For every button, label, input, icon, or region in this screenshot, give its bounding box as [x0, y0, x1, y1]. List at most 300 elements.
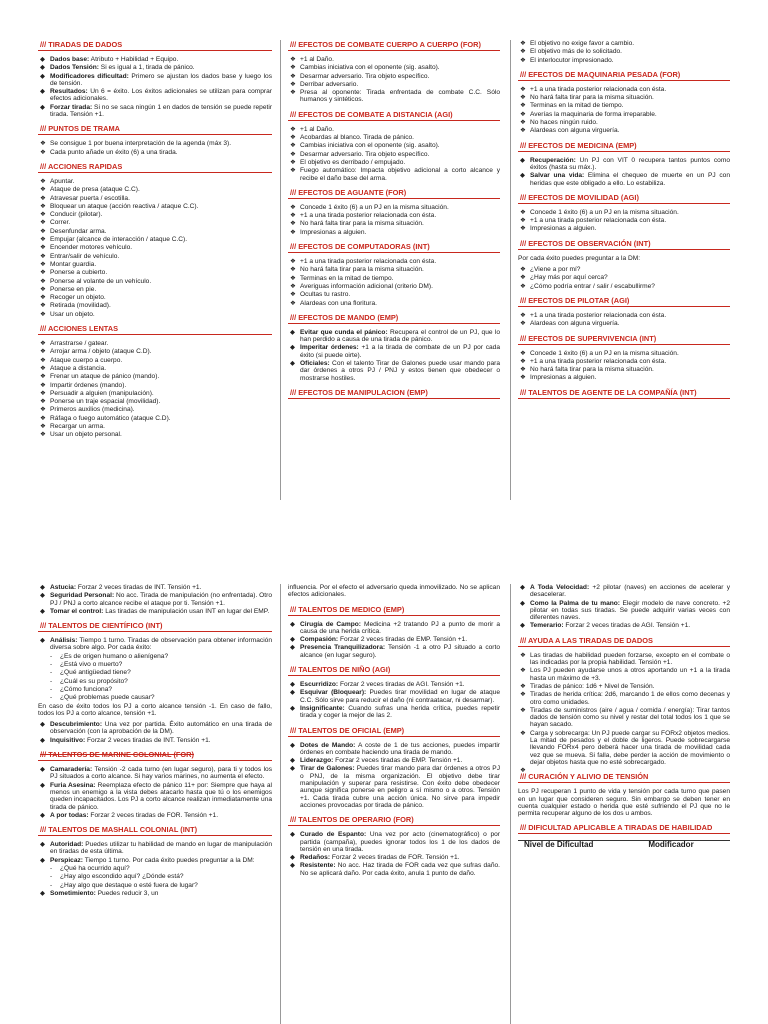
- section: [288, 605, 500, 659]
- item-text: ¿Hay más por aquí cerca?: [530, 274, 608, 282]
- list-item: [38, 302, 272, 309]
- section-title: /// EFECTOS DE SUPERVIVENCIA (INT): [518, 334, 730, 345]
- section-title: /// TALENTOS DE OPERARIO (FOR): [288, 815, 500, 826]
- clover-bullet-icon: ❖: [40, 177, 46, 185]
- item-text: Averías la maquinaria de forma irreparable.: [530, 110, 657, 118]
- list-item: [288, 757, 500, 764]
- item-text: Apuntar.: [50, 177, 75, 185]
- list-item: [288, 56, 500, 63]
- list-item: [38, 261, 272, 268]
- dash-bullet-icon: -: [50, 881, 53, 889]
- clover-bullet-icon: ❖: [40, 194, 46, 202]
- item-text: Derribar adversario.: [300, 80, 359, 88]
- clover-bullet-icon: ❖: [520, 266, 526, 274]
- dash-bullet-icon: -: [50, 677, 53, 685]
- item-text: ¿Qué problemas puede causar?: [60, 694, 155, 702]
- item-text: ¿Cómo podría entrar / salir / escabullirme?: [530, 282, 655, 290]
- clover-bullet-icon: ❖: [520, 357, 526, 365]
- item-text: Primeros auxilios (medicina).: [50, 406, 135, 414]
- clover-bullet-icon: ❖: [290, 258, 296, 266]
- list-item: [288, 220, 500, 227]
- list-item: [288, 266, 500, 273]
- list-item: [38, 357, 272, 364]
- list-item: [288, 142, 500, 149]
- item-text: Un 6 = éxito. Los éxitos adicionales se utilizan para comprar efectos adicionales.: [50, 88, 272, 103]
- column-divider: [280, 584, 281, 1024]
- section: [38, 584, 272, 615]
- list-item: [38, 865, 272, 872]
- clover-bullet-icon: ❖: [520, 349, 526, 357]
- list-item: [518, 683, 730, 690]
- column-1: [38, 40, 272, 445]
- item-term: Dados base:: [50, 56, 90, 63]
- list-item: [288, 89, 500, 104]
- item-text: Forzar 2 veces tiradas de FOR. Tensión +1.: [330, 854, 460, 862]
- section-title: /// EFECTOS DE MANIPULACION (EMP): [288, 388, 500, 399]
- list-item: [38, 244, 272, 251]
- item-term: Camaradería:: [50, 766, 93, 774]
- section: [288, 665, 500, 719]
- item-text: Acobardas al blanco. Tirada de pánico.: [300, 134, 414, 142]
- item-text: Recupera el control de un PJ, que lo han perdido a causa de una tirada de pánico.: [300, 328, 500, 344]
- clover-bullet-icon: ❖: [40, 381, 46, 389]
- item-text: Tiempo 1 turno. Por cada éxito puedes preguntar a la DM:: [83, 856, 255, 864]
- item-term: Forzar tirada:: [50, 103, 93, 111]
- item-text: Ponerse al volante de un vehículo.: [50, 277, 152, 285]
- clover-bullet-icon: ❖: [40, 348, 46, 356]
- list-item: [518, 622, 730, 629]
- item-text: Averiguas información adicional (criterio DM).: [300, 282, 433, 290]
- clover-bullet-icon: ❖: [40, 422, 46, 430]
- list-item: [518, 40, 730, 47]
- clover-bullet-icon: ❖: [520, 311, 526, 319]
- item-text: Con el talento Tirar de Galones puede usar mando para dar órdenes a otros PJ / PNJ y estos tienen que obedecer o mostrarse hostiles.: [300, 360, 500, 382]
- list-item: [518, 600, 730, 622]
- table-header-cell: Modificador: [642, 841, 730, 849]
- column-divider: [510, 40, 511, 500]
- clover-bullet-icon: ❖: [40, 340, 46, 348]
- section-title: /// ACCIONES LENTAS: [38, 324, 272, 335]
- list-item: [38, 721, 272, 736]
- list-item: [518, 312, 730, 319]
- item-term: Resultados:: [50, 88, 88, 96]
- item-text: Ponerse a cubierto.: [50, 269, 108, 277]
- item-term: Furia Asesina:: [50, 781, 96, 789]
- list-item: [518, 283, 730, 290]
- list-item: [38, 64, 272, 71]
- item-text: No hará falta tirar para la misma situación.: [300, 266, 424, 274]
- item-text: Forzar 2 veces tiradas de AGI. Tensión +1.: [563, 622, 691, 630]
- item-term: Como la Palma de tu mano:: [530, 599, 621, 607]
- list-item: [288, 862, 500, 877]
- clover-bullet-icon: ❖: [520, 208, 526, 216]
- item-text: Bloquear un ataque (acción reactiva / ataque C.C).: [50, 202, 199, 210]
- clover-bullet-icon: ❖: [40, 244, 46, 252]
- list-item: [288, 159, 500, 166]
- list-item: [38, 737, 272, 744]
- item-text: +1 a una tirada posterior relacionada con ésta.: [530, 311, 667, 319]
- section: [288, 110, 500, 182]
- clover-bullet-icon: ❖: [520, 48, 526, 56]
- list-item: [518, 374, 730, 381]
- list-item: [38, 340, 272, 347]
- list-item: [38, 669, 272, 676]
- item-text: Entrar/salir de vehículo.: [50, 252, 120, 260]
- clover-bullet-icon: ❖: [520, 651, 526, 659]
- clover-bullet-icon: ❖: [520, 85, 526, 93]
- section: [288, 242, 500, 307]
- item-text: Impresionas a alguien.: [530, 225, 597, 233]
- section: [518, 40, 730, 64]
- list-item: [38, 678, 272, 685]
- list-item: [38, 178, 272, 185]
- clover-bullet-icon: ❖: [40, 294, 46, 302]
- section: [288, 188, 500, 236]
- item-text: Puedes utilizar tu habilidad de mando en lugar de manipulación en tiradas de esta última.: [50, 841, 272, 856]
- section: [38, 40, 272, 118]
- clover-bullet-icon: ❖: [40, 431, 46, 439]
- item-text: Cada punto añade un éxito (6) a una tirada.: [50, 148, 178, 156]
- column-1: [38, 584, 272, 903]
- column-3: [518, 40, 730, 405]
- clover-bullet-icon: ❖: [40, 302, 46, 310]
- item-term: Dados Tensión:: [50, 64, 99, 72]
- diamond-bullet-icon: ◆: [40, 103, 45, 111]
- list-item: [38, 857, 272, 864]
- clover-bullet-icon: ❖: [40, 227, 46, 235]
- list-item: [38, 873, 272, 880]
- item-text: Impresionas a alguien.: [530, 374, 597, 382]
- item-text: Desenfundar arma.: [50, 227, 107, 235]
- item-term: Dotes de Mando:: [300, 741, 356, 749]
- diamond-bullet-icon: ◆: [290, 741, 295, 749]
- clover-bullet-icon: ❖: [40, 398, 46, 406]
- item-text: Tensión -2 cada turno (en lugar seguro), para ti y todos los PJ situados a corto alcance. Si hay varios marines, no aumenta el efecto.: [50, 766, 272, 781]
- item-text: Tiradas de suministros (aire / agua / comida / energía): Tirar tantos dados de tensión como su nivel y restar del total todos los 1 que se hayan sacado.: [530, 706, 730, 729]
- item-text: Empujar (alcance de interacción / ataque C.C).: [50, 236, 188, 244]
- item-text: Elegir modelo de nave concreto. +2 pilotar en todas sus tiradas. Se puede adquirir varias veces con diferentes naves.: [530, 599, 731, 622]
- item-term: Insignificante:: [300, 704, 345, 712]
- diamond-bullet-icon: ◆: [290, 854, 295, 862]
- item-term: Modificadores dificultad:: [50, 72, 129, 80]
- section: [38, 621, 272, 744]
- item-text: Ráfaga o fuego automático (ataque C.D).: [50, 414, 171, 422]
- item-text: Desarmar adversario. Tira objeto específico.: [300, 72, 430, 80]
- clover-bullet-icon: ❖: [290, 80, 296, 88]
- diamond-bullet-icon: ◆: [40, 592, 45, 600]
- item-term: Evitar que cunda el pánico:: [300, 328, 388, 336]
- item-text: Frenar un ataque de pánico (mando).: [50, 373, 160, 381]
- item-term: Redaños:: [300, 854, 331, 862]
- section: [38, 162, 272, 318]
- list-item: [38, 637, 272, 652]
- difficulty-table: [518, 840, 730, 848]
- dash-bullet-icon: -: [50, 685, 53, 693]
- section-title: /// EFECTOS DE AGUANTE (FOR): [288, 188, 500, 199]
- item-text: Puedes reducir 3, un: [95, 889, 159, 897]
- clover-bullet-icon: ❖: [290, 158, 296, 166]
- section: [518, 141, 730, 187]
- list-item: [288, 64, 500, 71]
- item-term: Presencia Tranquilizadora:: [300, 644, 386, 652]
- diamond-bullet-icon: ◆: [40, 607, 45, 615]
- column-divider: [510, 584, 511, 1024]
- section: [288, 584, 500, 599]
- clover-bullet-icon: ❖: [40, 373, 46, 381]
- clover-bullet-icon: ❖: [290, 142, 296, 150]
- clover-bullet-icon: ❖: [40, 260, 46, 268]
- clover-bullet-icon: ❖: [520, 667, 526, 675]
- item-text: Elimina el chequeo de muerte en un PJ con heridas que este obligado a ello. Lo estabiliza.: [530, 172, 730, 187]
- section-title: /// AYUDA A LAS TIRADAS DE DADOS: [518, 636, 730, 647]
- column-2: [288, 40, 500, 405]
- list-item: [288, 742, 500, 757]
- item-text: Alardeas con una floritura.: [300, 299, 377, 307]
- list-item: [518, 57, 730, 64]
- diamond-bullet-icon: ◆: [40, 736, 45, 744]
- item-text: Impartir órdenes (mando).: [50, 381, 127, 389]
- item-text: ¿Es de origen humano o alienígena?: [60, 652, 169, 660]
- list-item: [288, 636, 500, 643]
- section-title: /// EFECTOS DE MEDICINA (EMP): [518, 141, 730, 152]
- dash-bullet-icon: -: [50, 661, 53, 669]
- section-intro: influencia. Por el efecto el adversario queda inmovilizado. No se aplican efectos adicionales.: [288, 584, 500, 599]
- section-title: /// PUNTOS DE TRAMA: [38, 124, 272, 135]
- item-text: Ataque a distancia.: [50, 364, 107, 372]
- list-item: [38, 686, 272, 693]
- clover-bullet-icon: ❖: [40, 364, 46, 372]
- section: [518, 70, 730, 135]
- section: [518, 584, 730, 630]
- item-term: Esquivar (Bloquear):: [300, 689, 367, 697]
- item-text: ¿Qué antigüedad tiene?: [60, 669, 131, 677]
- item-term: Astucia:: [50, 584, 77, 591]
- diamond-bullet-icon: ◆: [520, 156, 525, 164]
- list-item: [288, 689, 500, 704]
- item-text: Las tiradas de habilidad pueden forzarse, excepto en el combate o las indicadas por la propia habilidad. Tensión +1.: [530, 651, 730, 667]
- item-text: Arrojar arma / objeto (ataque C.D).: [50, 348, 152, 356]
- item-text: No haces ningún ruido.: [530, 119, 598, 127]
- list-item: [518, 102, 730, 109]
- clover-bullet-icon: ❖: [290, 89, 296, 97]
- item-text: +1 a una tirada posterior relacionada con ésta.: [530, 217, 667, 225]
- clover-bullet-icon: ❖: [520, 225, 526, 233]
- list-item: [38, 415, 272, 422]
- section-title: /// TALENTOS DE CIENTÍFICO (INT): [38, 621, 272, 632]
- item-text: Ponerse un traje espacial (movilidad).: [50, 398, 161, 406]
- list-item: [518, 730, 730, 766]
- diamond-bullet-icon: ◆: [290, 620, 295, 628]
- item-text: Ataque cuerpo a cuerpo.: [50, 356, 123, 364]
- list-item: [518, 350, 730, 357]
- list-item: [38, 104, 272, 119]
- item-text: Encender motores vehículo.: [50, 244, 133, 252]
- item-text: El interlocutor impresionado.: [530, 56, 614, 64]
- item-term: Sometimiento:: [50, 889, 96, 897]
- column-3: [518, 584, 730, 849]
- item-text: Forzar 2 veces tiradas de FOR. Tensión +1.: [88, 811, 219, 819]
- clover-bullet-icon: ❖: [520, 374, 526, 382]
- diamond-bullet-icon: ◆: [290, 644, 295, 652]
- list-item: [518, 127, 730, 134]
- item-text: Concede 1 éxito (6) a un PJ en la misma situación.: [530, 349, 679, 357]
- item-text: Tiradas de herida crítica: 2d6, marcando 1 de ellos como decenas y otro como unidades.: [530, 691, 730, 706]
- item-text: No acc. Tirada de manipulación (no enfrentada). Otro PJ / PNJ a corto alcance recibe el ataque por ti. Tensión +1.: [50, 592, 272, 607]
- item-text: +2 pilotar (naves) en acciones de acelerar y desacelerar.: [530, 584, 730, 599]
- item-text: Retirada (movilidad).: [50, 302, 111, 310]
- list-item: [38, 841, 272, 856]
- list-item: [288, 258, 500, 265]
- clover-bullet-icon: ❖: [290, 56, 296, 63]
- diamond-bullet-icon: ◆: [40, 64, 45, 72]
- item-text: Si es igual a 1, tirada de pánico.: [98, 64, 195, 72]
- item-term: Análisis:: [50, 637, 78, 645]
- list-item: [288, 705, 500, 720]
- list-item: [38, 882, 272, 889]
- diamond-bullet-icon: ◆: [40, 766, 45, 774]
- list-item: [288, 283, 500, 290]
- list-item: [518, 707, 730, 729]
- list-item: [38, 278, 272, 285]
- list-item: [38, 406, 272, 413]
- clover-bullet-icon: ❖: [40, 414, 46, 422]
- list-item: [38, 390, 272, 397]
- section: [518, 388, 730, 399]
- diamond-bullet-icon: ◆: [40, 584, 45, 591]
- clover-bullet-icon: ❖: [520, 127, 526, 135]
- list-item: [38, 608, 272, 615]
- section: [518, 193, 730, 233]
- item-text: Reemplaza efecto de pánico 11+ por: Siempre que haya al menos un enemigo a la vista debes atacarlo hasta que tú o los enemigos queden incapacitados. Los PJ a corto alcance realizan inmediatamente una tirada de pánico.: [50, 781, 272, 811]
- section-title: /// EFECTOS DE MAQUINARIA PESADA (FOR): [518, 70, 730, 81]
- list-item: [518, 86, 730, 93]
- item-text: Recargar un arma.: [50, 422, 105, 430]
- item-text: Los PJ pueden ayudarse unos a otros aportando un +1 a la tirada hasta un máximo de +3.: [530, 667, 730, 682]
- list-item: [288, 831, 500, 853]
- section-title: /// TALENTOS DE NIÑO (AGI): [288, 665, 500, 676]
- item-text: Puedes tirar mando para dar órdenes a otros PJ o PNJ, de la misma organización. El objetivo debe tirar manipulación y superar para resistirse. Con éxito debe obedecer aunque significa ponerse en peligro a sí mismo o a otros. Tensión +1. Cada tirada cubre una acción única. No sirve para impedir acciones provocadas por tirada de pánico.: [300, 765, 500, 809]
- list-item: [518, 691, 730, 706]
- clover-bullet-icon: ❖: [520, 729, 526, 737]
- list-item: [518, 111, 730, 118]
- list-item: [38, 373, 272, 380]
- item-term: Autoridad:: [50, 841, 84, 849]
- section: [518, 635, 730, 775]
- clover-bullet-icon: ❖: [290, 282, 296, 290]
- list-item: [38, 890, 272, 897]
- clover-bullet-icon: ❖: [40, 310, 46, 318]
- list-item: [288, 212, 500, 219]
- list-item: [288, 151, 500, 158]
- clover-bullet-icon: ❖: [520, 706, 526, 714]
- list-item: [518, 320, 730, 327]
- clover-bullet-icon: ❖: [290, 150, 296, 158]
- item-text: +1 a una tirada posterior relacionada con ésta.: [530, 85, 667, 93]
- clover-bullet-icon: ❖: [520, 217, 526, 225]
- item-text: ¿Está vivo o muerto?: [60, 661, 123, 669]
- item-term: Recuperación:: [530, 156, 576, 164]
- list-item: [288, 229, 500, 236]
- item-text: ¿Cuál es su propósito?: [60, 677, 128, 685]
- list-item: [38, 73, 272, 88]
- list-item: [288, 73, 500, 80]
- clover-bullet-icon: ❖: [40, 219, 46, 227]
- diamond-bullet-icon: ◆: [40, 811, 45, 819]
- item-text: No hará falta tirar para la misma situación.: [300, 220, 424, 228]
- item-text: +1 a una tirada posterior relacionada con ésta.: [300, 212, 437, 220]
- list-item: [38, 88, 272, 103]
- clover-bullet-icon: ❖: [40, 211, 46, 219]
- diamond-bullet-icon: ◆: [520, 172, 525, 180]
- item-text: Se consigue 1 por buena interpretación de la agenda (máx 3).: [50, 140, 232, 148]
- clover-bullet-icon: ❖: [290, 299, 296, 307]
- clover-bullet-icon: ❖: [40, 285, 46, 293]
- item-text: Una vez por partida. Éxito automático en una tirada de observación (con la aprobación de la DM).: [50, 721, 272, 736]
- item-text: ¿Cómo funciona?: [60, 685, 113, 693]
- list-item: [38, 236, 272, 243]
- list-item: [38, 228, 272, 235]
- item-text: ¿Hay algo que destaque o esté fuera de lugar?: [60, 881, 198, 889]
- item-text: Atributo + Habilidad + Equipo.: [89, 56, 179, 63]
- list-item: [38, 782, 272, 811]
- item-term: Resistente:: [300, 862, 336, 870]
- clover-bullet-icon: ❖: [520, 320, 526, 328]
- section-title: /// CURACIÓN Y ALIVIO DE TENSIÓN: [518, 772, 730, 783]
- list-item: [288, 204, 500, 211]
- item-text: +1 a la tirada de combate de un PJ por cada éxito (si puede oirte).: [300, 344, 500, 359]
- diamond-bullet-icon: ◆: [290, 636, 295, 644]
- item-text: Primero se ajustan los dados base y luego los de tensión.: [50, 72, 272, 87]
- list-item: [288, 644, 500, 659]
- column-2: [288, 584, 500, 883]
- list-item: [38, 149, 272, 156]
- item-text: Terminas en la mitad de tiempo.: [300, 274, 394, 282]
- list-item: [38, 311, 272, 318]
- section: [518, 772, 730, 817]
- clover-bullet-icon: ❖: [290, 64, 296, 72]
- item-text: Una vez por acto (cinematográfico) o por partida (campaña), puedes ignorar todos los 1 de los dados de tensión en una tirada.: [300, 831, 500, 853]
- item-text: Forzar 2 veces tiradas de EMP. Tensión +1.: [338, 636, 468, 644]
- item-text: ¿Hay algo escondido aquí? ¿Dónde está?: [60, 873, 184, 881]
- item-term: Tomar el control:: [50, 607, 104, 615]
- list-item: [38, 812, 272, 819]
- section-title: /// TALENTOS DE OFICIAL (EMP): [288, 726, 500, 737]
- clover-bullet-icon: ❖: [290, 291, 296, 299]
- section-title: /// EFECTOS DE COMBATE CUERPO A CUERPO (FOR): [288, 40, 500, 51]
- item-text: Ataque de presa (ataque C.C).: [50, 186, 140, 194]
- section-intro: Por cada éxito puedes preguntar a la DM:: [518, 254, 641, 262]
- clover-bullet-icon: ❖: [520, 102, 526, 110]
- diamond-bullet-icon: ◆: [290, 757, 295, 765]
- section: [38, 324, 272, 439]
- paragraph: En caso de éxito todos los PJ a corto alcance tensión -1. En caso de fallo, todos los PJ a corto alcance, tensión +1.: [38, 702, 272, 717]
- list-item: [38, 653, 272, 660]
- dash-bullet-icon: -: [50, 873, 53, 881]
- clover-bullet-icon: ❖: [520, 40, 526, 47]
- clover-bullet-icon: ❖: [290, 220, 296, 228]
- item-term: Salvar una vida:: [530, 172, 585, 180]
- diamond-bullet-icon: ◆: [40, 889, 45, 897]
- list-item: [518, 172, 730, 187]
- section-title: /// DIFICULTAD APLICABLE A TIRADAS DE HABILIDAD: [518, 823, 730, 834]
- clover-bullet-icon: ❖: [290, 125, 296, 133]
- item-text: Medicina +2 tratando PJ a punto de morir a causa de una herida crítica.: [300, 620, 500, 635]
- diamond-bullet-icon: ◆: [520, 584, 525, 591]
- diamond-bullet-icon: ◆: [290, 681, 295, 689]
- reference-sheet-page-1: [28, 40, 740, 508]
- item-text: Tiradas de pánico: 1d6 + Nivel de Tensión.: [530, 682, 655, 690]
- list-item: [38, 365, 272, 372]
